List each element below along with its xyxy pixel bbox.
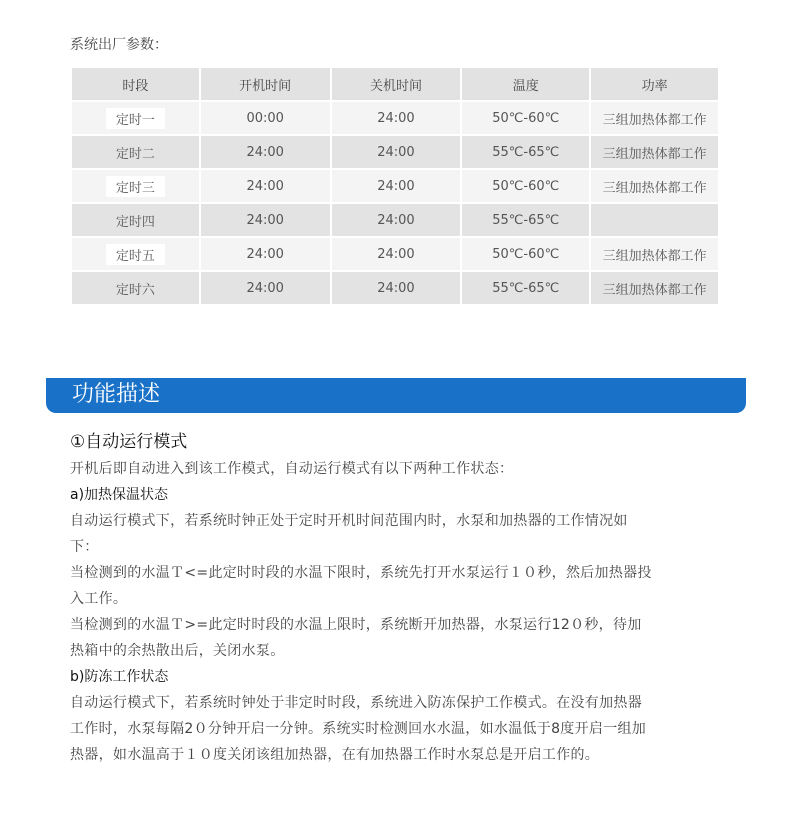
- table-row: [72, 238, 718, 270]
- period-name: 定时六: [115, 282, 155, 298]
- antifreeze-paragraph-line-2: 工作时，水泵每隔2０分钟开启一分钟。系统实时检测回水水温，如水温低于8度开启一组加: [70, 721, 647, 737]
- off-time: 24:00: [332, 238, 461, 270]
- temperature-range: 50℃-60℃: [462, 238, 589, 270]
- header-off-time: 关机时间: [332, 68, 461, 100]
- power-mode: 三组加热体都工作: [591, 272, 718, 304]
- power-mode: 三组加热体都工作: [591, 238, 718, 270]
- heating-paragraph-1-line-2: 下：: [70, 539, 99, 555]
- header-power: 功率: [591, 68, 718, 100]
- on-time: 24:00: [201, 136, 330, 168]
- period-name: 定时四: [115, 214, 155, 230]
- table-row: [72, 170, 718, 202]
- heating-paragraph-3-line-2: 热箱中的余热散出后，关闭水泵。: [70, 643, 285, 659]
- on-time: 24:00: [201, 170, 330, 202]
- heating-paragraph-3-line-1: 当检测到的水温Ｔ>=此定时时段的水温上限时，系统断开加热器，水泵运行12０秒，待加: [70, 617, 642, 633]
- on-time: 24:00: [201, 272, 330, 304]
- header-on-time: 开机时间: [201, 68, 330, 100]
- off-time: 24:00: [332, 204, 461, 236]
- heating-paragraph-2-line-2: 入工作。: [70, 591, 128, 607]
- temperature-range: 50℃-60℃: [462, 170, 589, 202]
- antifreeze-paragraph-line-3: 热器，如水温高于１０度关闭该组加热器，在有加热器工作时水泵总是开启工作的。: [70, 747, 600, 763]
- off-time: 24:00: [332, 272, 461, 304]
- heating-paragraph-1-line-1: 自动运行模式下，若系统时钟正处于定时开机时间范围内时，水泵和加热器的工作情况如: [70, 513, 628, 529]
- antifreeze-state-title: b)防冻工作状态: [70, 669, 169, 685]
- table-row: [72, 204, 718, 236]
- header-period: 时段: [72, 68, 199, 100]
- off-time: 24:00: [332, 170, 461, 202]
- power-mode: [591, 204, 718, 236]
- power-mode: 三组加热体都工作: [591, 170, 718, 202]
- on-time: 24:00: [201, 238, 330, 270]
- heating-paragraph-2-line-1: 当检测到的水温Ｔ<=此定时时段的水温下限时，系统先打开水泵运行１０秒，然后加热器投: [70, 565, 652, 581]
- power-mode: 三组加热体都工作: [591, 102, 718, 134]
- table-header-row: [72, 68, 718, 100]
- off-time: 24:00: [332, 102, 461, 134]
- temperature-range: 55℃-65℃: [462, 204, 589, 236]
- table-row: [72, 272, 718, 304]
- off-time: 24:00: [332, 136, 461, 168]
- on-time: 00:00: [201, 102, 330, 134]
- period-name: 定时三: [106, 176, 165, 197]
- period-name: 定时一: [106, 108, 165, 129]
- temperature-range: 55℃-65℃: [462, 272, 589, 304]
- temperature-range: 55℃-65℃: [462, 136, 589, 168]
- section-banner: [46, 378, 746, 413]
- period-name: 定时二: [115, 146, 155, 162]
- section-title: 功能描述: [72, 382, 161, 407]
- heating-state-title: a)加热保温状态: [70, 487, 169, 503]
- period-name: 定时五: [106, 244, 165, 265]
- temperature-range: 50℃-60℃: [462, 102, 589, 134]
- mode-heading: ①自动运行模式: [70, 432, 188, 452]
- header-temperature: 温度: [462, 68, 589, 100]
- antifreeze-paragraph-line-1: 自动运行模式下，若系统时钟处于非定时时段，系统进入防冻保护工作模式。在没有加热器: [70, 695, 642, 711]
- table-row: [72, 136, 718, 168]
- mode-intro: 开机后即自动进入到该工作模式，自动运行模式有以下两种工作状态：: [70, 461, 514, 477]
- power-mode: 三组加热体都工作: [591, 136, 718, 168]
- on-time: 24:00: [201, 204, 330, 236]
- factory-params-table: [70, 66, 720, 306]
- table-row: [72, 102, 718, 134]
- function-description: [70, 428, 720, 768]
- factory-params-label: 系统出厂参数：: [70, 37, 168, 53]
